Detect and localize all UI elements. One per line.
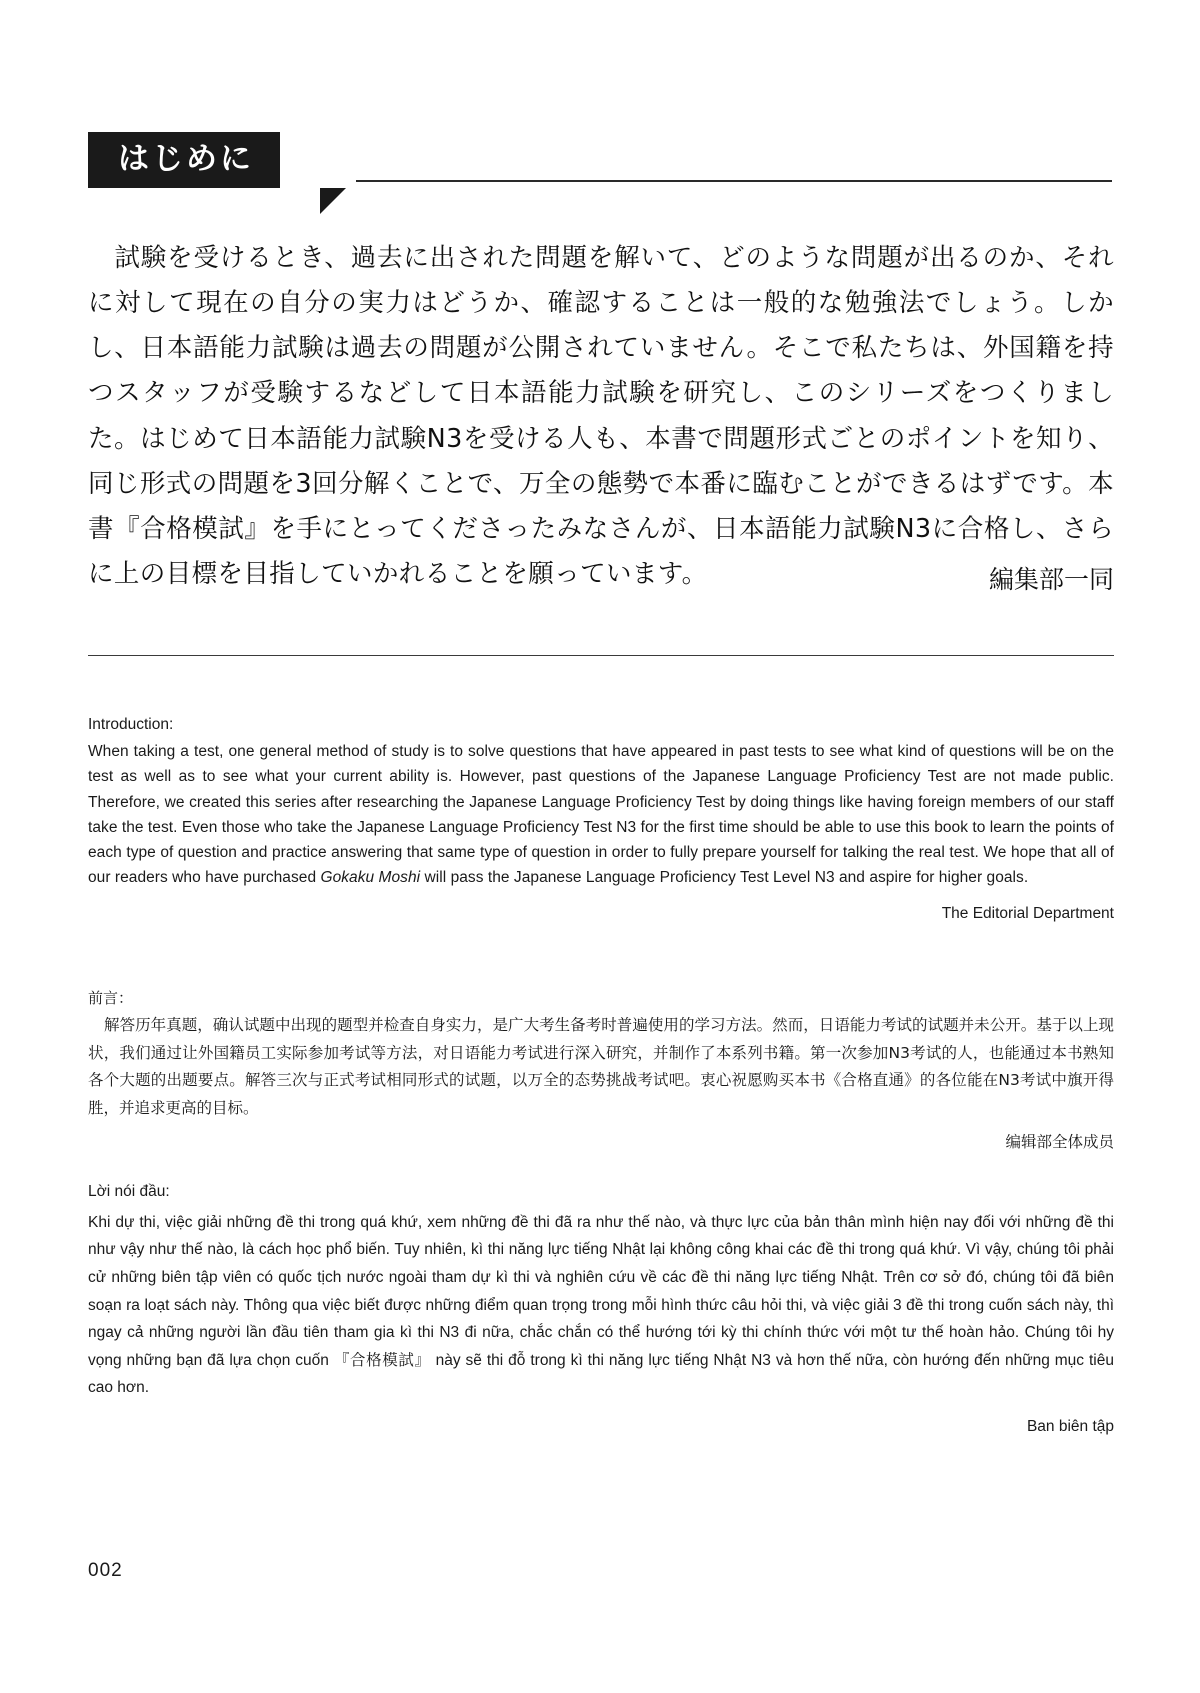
chinese-label: 前言： bbox=[88, 989, 134, 1007]
english-section bbox=[88, 712, 1114, 923]
title-tag-tail-icon bbox=[320, 188, 346, 214]
vietnamese-label: Lời nói đầu: bbox=[88, 1183, 170, 1200]
vietnamese-body: Khi dự thi, việc giải những đề thi trong quá khứ, xem những đề thi đã ra như thế nào, và thực lực của bản thân mình hiện nay đối với những đề thi như vậy như thế nào, là cách học phổ biến. Tuy nhiên, kì thi năng lực tiếng Nhật lại không công khai các đề thi trong quá khứ. Vì vậy, chúng tôi phải cử những biên tập viên có quốc tịch nước ngoài tham dự kì thi và nghiên cứu về các đề thi năng lực tiếng Nhật. Trên cơ sở đó, chúng tôi đã biên soạn ra loạt sách này. Thông qua việc biết được những điểm quan trọng trong mỗi hình thức câu hỏi thi, và việc giải 3 đề thi trong cuốn sách này, thì ngay cả những người lần đầu tiên tham gia kì thi N3 đi nữa, chắc chắn có thể hướng tới kỳ thi chính thức với một tư thế hoàn hảo. Chúng tôi hy vọng những bạn đã lựa chọn cuốn 『合格模試』 này sẽ thi đỗ trong kì thi năng lực tiếng Nhật N3 và hơn thế nữa, còn hướng đến những mục tiêu cao hơn. bbox=[88, 1213, 1114, 1397]
english-signature: The Editorial Department bbox=[941, 904, 1114, 922]
english-label: Introduction: bbox=[88, 716, 174, 733]
page-title: はじめに bbox=[88, 132, 280, 188]
english-body bbox=[88, 739, 1114, 891]
japanese-paragraph bbox=[88, 236, 1114, 597]
header-rule bbox=[356, 180, 1112, 182]
chinese-signature: 编辑部全体成员 bbox=[1005, 1133, 1114, 1152]
vietnamese-section bbox=[88, 1180, 1114, 1436]
page-header bbox=[88, 132, 1112, 192]
english-italic-title: Gokaku Moshi bbox=[320, 869, 421, 887]
chinese-section bbox=[88, 986, 1114, 1152]
japanese-signature: 編集部一同 bbox=[988, 565, 1114, 594]
page-number: 002 bbox=[88, 1560, 123, 1581]
section-divider bbox=[88, 655, 1114, 656]
vietnamese-signature: Ban biên tập bbox=[1026, 1417, 1114, 1435]
chinese-body-text: 解答历年真题，确认试题中出现的题型并检查自身实力，是广大考生备考时普遍使用的学习方法。然而，日语能力考试的试题并未公开。基于以上现状，我们通过让外国籍员工实际参加考试等方法，对日语能力考试进行深入研究，并制作了本系列书籍。第一次参加N3考试的人，也能通过本书熟知各个大题的出题要点。解答三次与正式考试相同形式的试题，以万全的态势挑战考试吧。衷心祝愿购买本书《合格直通》的各位能在N3考试中旗开得胜，并追求更高的目标。 bbox=[88, 1016, 1114, 1117]
english-body-part2: will pass the Japanese Language Proficiency Test Level N3 and aspire for higher goals. bbox=[420, 869, 1029, 887]
chinese-body bbox=[88, 1012, 1114, 1122]
english-body-part1: When taking a test, one general method of study is to solve questions that have appeared in past tests to see what kind of questions will be on the test as well as to see what your current ability is. However, past questions of the Japanese Language Proficiency Test are not made public. Therefore, we created this series after researching the Japanese Language Proficiency Test by doing things like having foreign members of our staff take the test. Even those who take the Japanese Language Proficiency Test N3 for the first time should be able to use this book to learn the points of each type of question and practice answering that same type of question in order to fully prepare yourself for talking the real test. We hope that all of our readers who have purchased bbox=[88, 743, 1114, 887]
japanese-body-text: 試験を受けるとき、過去に出された問題を解いて、どのような問題が出るのか、それに対して現在の自分の実力はどうか、確認することは一般的な勉強法でしょう。しかし、日本語能力試験は過去の問題が公開されていません。そこで私たちは、外国籍を持つスタッフが受験するなどして日本語能力試験を研究し、このシリーズをつくりました。はじめて日本語能力試験N3を受ける人も、本書で問題形式ごとのポイントを知り、同じ形式の問題を3回分解くことで、万全の態勢で本番に臨むことができるはずです。本書『合格模試』を手にとってくださったみなさんが、日本語能力試験N3に合格し、さらに上の目標を目指していかれることを願っています。 bbox=[88, 243, 1114, 589]
